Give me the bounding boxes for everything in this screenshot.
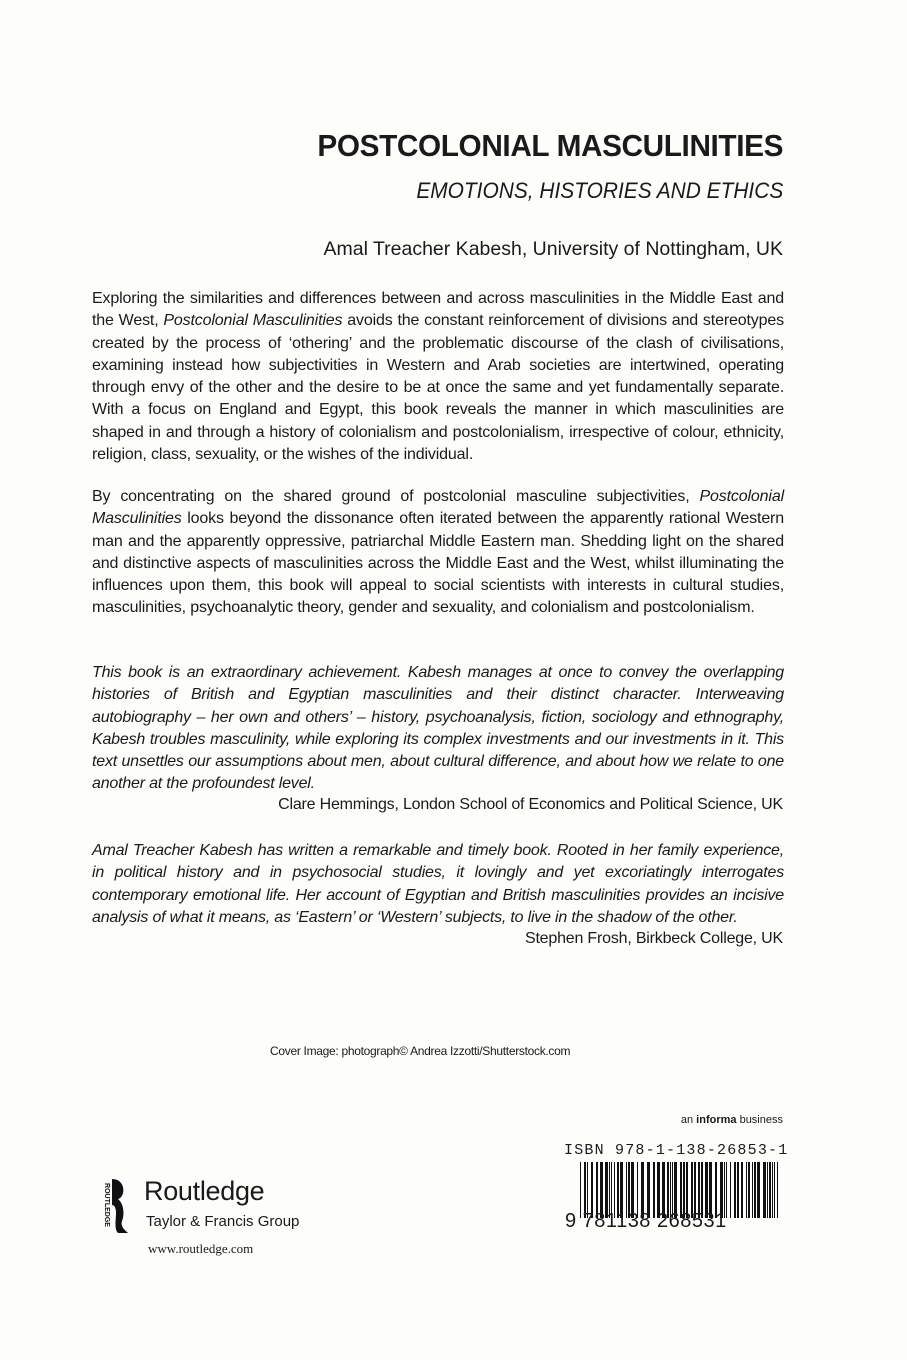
endorsement-quote: Amal Treacher Kabesh has written a remarkable and timely book. Rooted in her family experience, in political history and in psychosocial studies, it lovingly and yet excoriatingly interrogates contemporary emotional life. Her account of Egyptian and British masculinities provides an incisive analysis of what it means, as ‘Eastern’ or ‘Western’ subjects, to live in the shadow of the other. <box>92 842 784 926</box>
endorsement-quote: This book is an extraordinary achievement. Kabesh manages at once to convey the overlapping histories of British and Egyptian masculinities and their distinct character. Interweaving autobiography – her own and others’ – history, psychoanalysis, fiction, sociology and ethnography, Kabesh troubles masculinity, while exploring its complex investments and our investments in it. This text unsettles our assumptions about men, about cultural difference, and about how we relate to one another at the profoundest level. <box>92 664 784 793</box>
publisher-url[interactable]: www.routledge.com <box>148 1241 254 1256</box>
routledge-logo-icon <box>92 1175 130 1235</box>
description-paragraph-1: Exploring the similarities and differences between and across masculinities in the Middle East and the West, Postcolonial Masculinities avoids the constant reinforcement of divisions and stereotypes created by the process of ‘othering’ and the problematic discourse of the clash of civilisations, examining instead how subjectivities in Western and Arab societies are intertwined, operating through envy of the other and the desire to be at once the same and yet fundamentally separate. With a focus on England and Egypt, this book reveals the manner in which masculinities are shaped in and through a history of colonialism and postcolonialism, irrespective of colour, ethnicity, religion, class, sexuality, or the wishes of the individual. <box>92 290 784 464</box>
book-subtitle: EMOTIONS, HISTORIES AND ETHICS <box>416 178 783 203</box>
routledge-vertical-wordmark: ROUTLEDGE <box>103 1183 110 1227</box>
author-line: Amal Treacher Kabesh, University of Nottingham, UK <box>323 238 783 260</box>
cover-image-credit: Cover Image: photograph© Andrea Izzotti/Shutterstock.com <box>270 1044 571 1058</box>
endorsement-attribution: Clare Hemmings, London School of Economics and Political Science, UK <box>278 796 783 813</box>
barcode-digits: 9 781138 268531 <box>565 1210 727 1232</box>
book-title-inline: Postcolonial Masculinities <box>92 488 784 528</box>
informa-tagline: an informa business <box>680 1114 783 1126</box>
endorsement-attribution: Stephen Frosh, Birkbeck College, UK <box>524 930 783 947</box>
book-title-inline: Postcolonial Masculinities <box>163 312 343 330</box>
book-title: POSTCOLONIAL MASCULINITIES <box>317 128 783 163</box>
description-paragraph-2: By concentrating on the shared ground of postcolonial masculine subjectivities, Postcolonial Masculinities looks beyond the dissonance often iterated between the apparently rational Western man and the apparently oppressive, patriarchal Middle Eastern man. Shedding light on the shared and distinctive aspects of masculinities across the Middle East and the West, whilst illuminating the influences upon them, this book will appeal to social scientists with interests in cultural studies, masculinities, psychoanalytic theory, gender and sexuality, and colonialism and postcolonialism. <box>92 488 784 617</box>
informa-brand: informa <box>696 1114 737 1126</box>
barcode-bar <box>778 1162 780 1218</box>
isbn-label: ISBN 978-1-138-26853-1 <box>564 1142 789 1159</box>
publisher-name: Routledge <box>144 1176 265 1206</box>
publisher-group: Taylor & Francis Group <box>146 1213 300 1230</box>
